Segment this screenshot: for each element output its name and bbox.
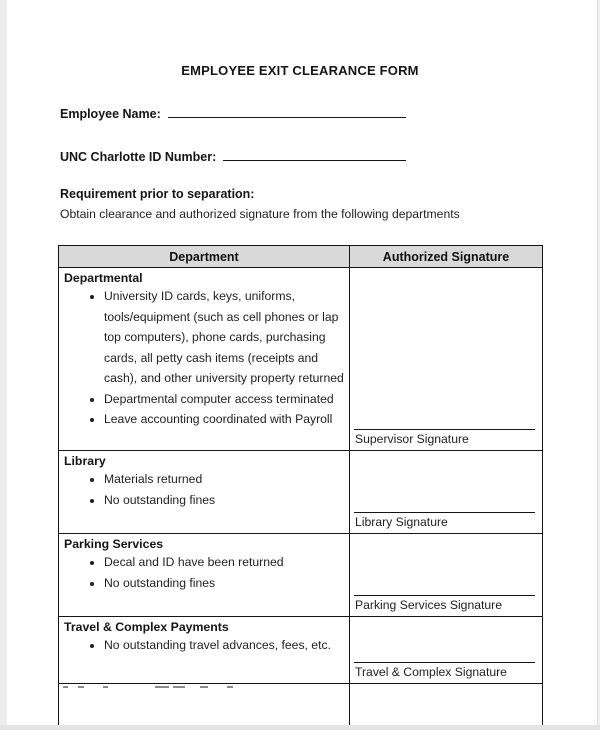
department-items — [59, 635, 349, 656]
department-name: Parking Services — [64, 537, 164, 551]
department-cell — [59, 451, 350, 533]
clipped-text-remnant — [173, 686, 185, 688]
list-item: • University ID cards, keys, uniforms, tools/equipment (such as cell phones or lap top computers), phone cards, purchasing cards, all petty cash items (receipts and cash), and other university property returned — [104, 286, 349, 389]
list-item: • Departmental computer access terminated — [104, 389, 349, 410]
department-name: Travel & Complex Payments — [64, 620, 229, 634]
employee-name-label: Employee Name: — [60, 107, 161, 121]
department-name: Library — [64, 454, 106, 468]
id-number-field — [60, 148, 600, 164]
signature-label: Travel & Complex Signature — [355, 665, 507, 679]
id-number-line[interactable] — [223, 148, 406, 161]
list-item: • Leave accounting coordinated with Payroll — [104, 409, 349, 430]
department-cell — [59, 534, 350, 616]
list-item: • Decal and ID have been returned — [104, 552, 349, 573]
page-edge-left — [0, 0, 7, 730]
signature-cell — [350, 451, 542, 533]
clipped-text-remnant — [103, 686, 108, 688]
department-items — [59, 552, 349, 593]
clipped-text-remnant — [155, 686, 169, 688]
list-item: • No outstanding fines — [104, 490, 349, 511]
id-number-label: UNC Charlotte ID Number: — [60, 150, 217, 164]
department-cell — [59, 268, 350, 450]
list-item: • No outstanding fines — [104, 573, 349, 594]
requirement-heading: Requirement prior to separation: — [60, 187, 255, 201]
signature-label: Parking Services Signature — [355, 598, 502, 612]
clipped-text-remnant — [78, 686, 84, 688]
header-department: Department — [59, 246, 350, 267]
signature-cell — [350, 684, 542, 730]
requirement-body: Obtain clearance and authorized signature from the following departments — [60, 207, 460, 221]
signature-cell — [350, 534, 542, 616]
clipped-text-remnant — [200, 686, 208, 688]
clearance-table — [58, 245, 543, 730]
table-row-library — [59, 450, 542, 533]
department-items — [59, 469, 349, 510]
clipped-text-remnant — [63, 686, 68, 688]
table-row-parking-services — [59, 533, 542, 616]
clipped-text-remnant — [227, 686, 233, 688]
employee-name-line[interactable] — [168, 105, 406, 118]
employee-name-field — [60, 105, 600, 121]
signature-cell — [350, 268, 542, 450]
header-authorized-signature: Authorized Signature — [382, 249, 510, 264]
signature-cell — [350, 617, 542, 683]
table-row-clipped — [59, 683, 542, 730]
table-row-travel-complex-payments — [59, 616, 542, 683]
signature-label: Supervisor Signature — [355, 432, 469, 446]
page-edge-bottom — [0, 725, 600, 730]
page-title: EMPLOYEE EXIT CLEARANCE FORM — [181, 63, 419, 78]
list-item: • No outstanding travel advances, fees, etc. — [104, 635, 349, 656]
department-name: Departmental — [64, 271, 143, 285]
department-cell — [59, 617, 350, 683]
table-header-row — [59, 246, 542, 267]
department-items — [59, 286, 349, 430]
list-item: • Materials returned — [104, 469, 349, 490]
department-cell — [59, 684, 350, 730]
table-row-departmental — [59, 267, 542, 450]
signature-label: Library Signature — [355, 515, 448, 529]
